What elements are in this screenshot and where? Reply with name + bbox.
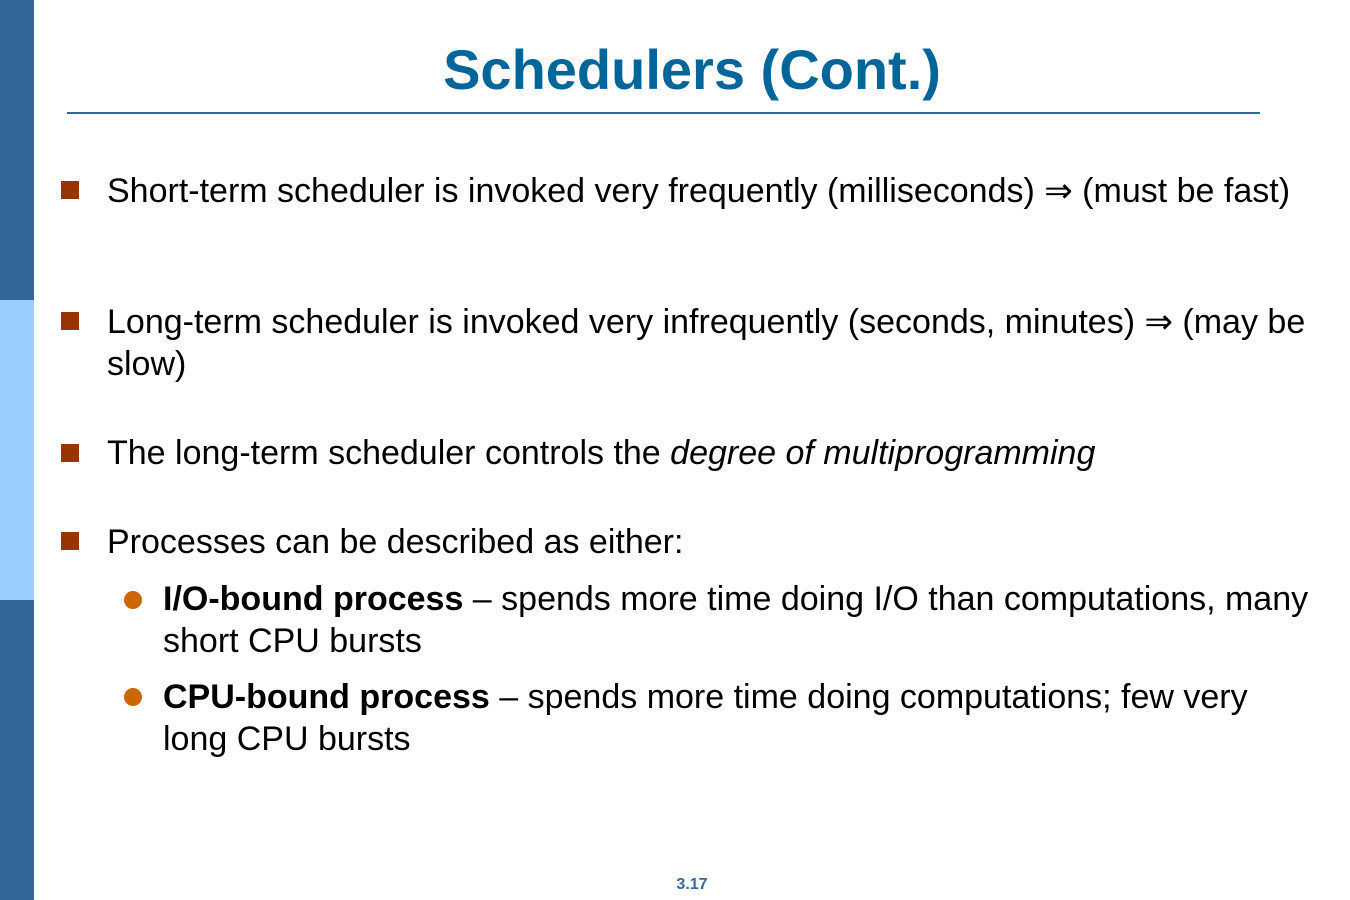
square-bullet-icon — [61, 312, 79, 330]
bullet-text-italic-term: degree of multiprogramming — [670, 434, 1096, 472]
bullet-text-plain: The long-term scheduler controls the — [107, 434, 671, 472]
square-bullet-icon — [61, 444, 79, 462]
round-bullet-icon — [124, 591, 142, 609]
bullet-text-short-term: Short-term scheduler is invoked very frequently (milliseconds) ⇒ (must be fast) — [107, 172, 1291, 210]
square-bullet-icon — [61, 532, 79, 550]
square-bullet-icon — [61, 181, 79, 199]
bullet-text-long-term: Long-term scheduler is invoked very infrequently (seconds, minutes) ⇒ (may be slow) — [107, 303, 1306, 383]
sub-bullet-io-bound — [163, 578, 1313, 662]
side-bar-bottom — [0, 600, 34, 900]
side-bar-middle — [0, 300, 34, 600]
sub-bullet-cpu-bound — [163, 676, 1313, 760]
sub-bullet-term: I/O-bound process — [163, 580, 464, 618]
sub-bullet-description: – spends more time doing computations; few very long CPU bursts — [163, 678, 1248, 758]
title-underline — [67, 112, 1260, 114]
slide-title: Schedulers (Cont.) — [443, 38, 941, 101]
bullet-text-processes: Processes can be described as either: — [107, 523, 684, 561]
sub-bullet-description: – spends more time doing I/O than computations, many short CPU bursts — [163, 580, 1309, 660]
round-bullet-icon — [124, 688, 142, 706]
sub-bullet-term: CPU-bound process — [163, 678, 490, 716]
page-number: 3.17 — [676, 876, 708, 893]
side-bar-top — [0, 0, 34, 300]
bullet-text-multiprogramming — [107, 432, 1317, 474]
